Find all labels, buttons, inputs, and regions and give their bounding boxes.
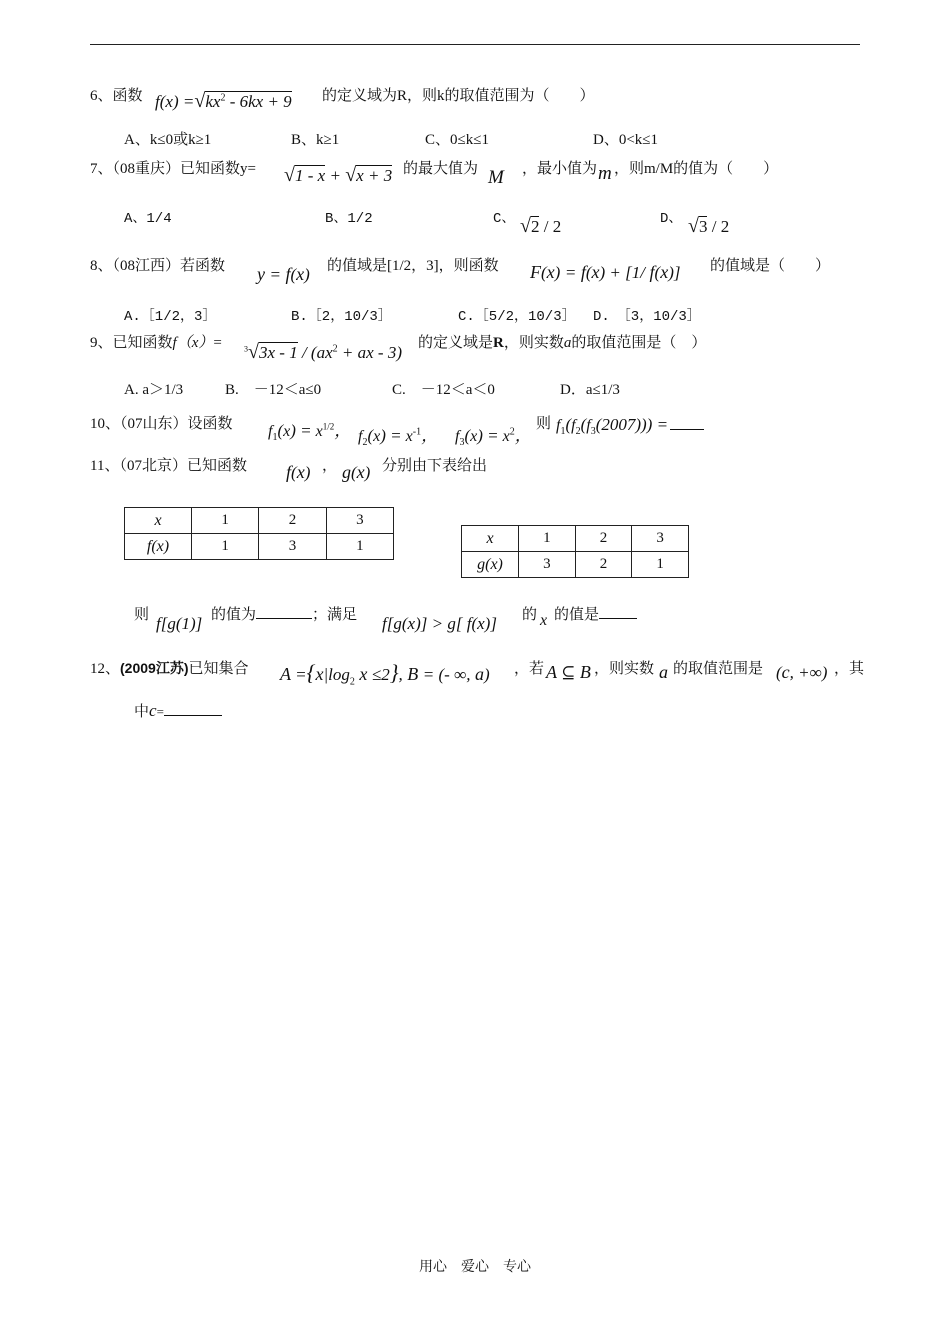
table-cell: 2 — [575, 552, 632, 578]
q8-suffix: 的值域是（ ） — [710, 258, 831, 274]
header-rule — [90, 44, 860, 45]
q6-number: 6、 — [90, 88, 113, 104]
q7-mid1: 的最大值为 — [403, 161, 479, 177]
q10-f2: $f_2(x) = x^{-1}$， — [358, 426, 439, 449]
q6-prefix: 函数 — [112, 88, 143, 104]
q8-number: 8、 — [90, 258, 113, 274]
q10-composite: $f_1(f_2(f_3(2007)))$ = — [556, 415, 704, 437]
q7-suffix: ，则m/M的值为（ ） — [614, 161, 779, 177]
q7-option-c: C、 — [493, 211, 516, 227]
q11-answer-2 — [554, 603, 637, 624]
q9-suffix — [418, 331, 706, 352]
q11-satisfy-text: ；满足 — [312, 607, 358, 623]
q10-f3: $f_3(x) = x^2$， — [455, 426, 532, 449]
q12-mid2: ，则实数 — [594, 661, 655, 677]
q7-mid2: ，最小值为 — [522, 161, 598, 177]
q9-option-a: A. a＞1/3 — [124, 382, 184, 398]
q9-expression: $^3√3x - 1 / (ax^2$ + ax - 3) — [244, 341, 402, 363]
q6-option-d: D、0<k≤1 — [593, 132, 659, 148]
q11-expression-1: f[g(1)] — [156, 614, 203, 633]
q8-prefix: （08江西）若函数 — [112, 258, 226, 274]
q6-option-b: B、k≥1 — [291, 132, 340, 148]
q12-number: 12、 — [90, 661, 121, 677]
q10-answer-blank[interactable] — [670, 415, 704, 430]
q11-variable-x: x — [540, 612, 548, 629]
q11-answer-1 — [211, 603, 357, 624]
q7-option-c-expression: √2 / 2 — [520, 215, 562, 237]
q7-prefix: （08重庆）已知函数y= — [112, 161, 256, 177]
q8-option-a: A.［1/2，3］ — [124, 309, 217, 325]
q10-then: 则 — [536, 416, 552, 432]
q9-prefix: 已知函数 — [112, 335, 173, 351]
q7-expression: √1 - x + √x + 3 — [284, 164, 393, 186]
q7-line — [90, 157, 256, 178]
q11-then: 则 — [134, 607, 150, 623]
q12-subset: A ⊆ B — [546, 662, 591, 682]
q10-prefix: （07山东）设函数 — [120, 416, 233, 432]
q11-table-f-row-fx — [125, 534, 394, 560]
q12-line-2 — [134, 700, 222, 721]
q11-function-g: g(x) — [342, 462, 371, 482]
q10-line — [90, 412, 233, 433]
table-cell: 3 — [519, 552, 576, 578]
q12-source: (2009江苏) — [120, 660, 189, 676]
q11-function-f: f(x) — [286, 462, 311, 482]
table-cell: 3 — [632, 526, 689, 552]
q11-prefix: （07北京）已知函数 — [119, 458, 247, 474]
q8-option-b: B.［2，10/3］ — [291, 309, 392, 325]
q9-suffix-b: ，则实数 — [503, 335, 564, 351]
q7-min-symbol: m — [598, 163, 612, 184]
q8-mid: 的值域是[1/2，3]，则函数 — [327, 258, 499, 274]
q12-suffix: ，其 — [834, 661, 865, 677]
q9-option-c: C. －12＜a＜0 — [392, 382, 495, 398]
q9-option-d: D．a≤1/3 — [560, 382, 620, 398]
q11-line — [90, 454, 247, 475]
q9-suffix-c: 的取值范围是（ ） — [571, 335, 707, 351]
page-footer: 用心 爱心 专心 — [419, 1260, 531, 1275]
q12-line — [90, 657, 249, 678]
table-cell: x — [125, 508, 192, 534]
q9-equals: = — [213, 335, 222, 351]
q6-expression: $f(x) =√kx^2 - 6kx + 9$ — [155, 90, 292, 112]
q12-set-a: $A =\{x|\log_2$ x ≤2}, B = (- ∞, a) — [280, 660, 490, 688]
q11-table-f-row-x — [125, 508, 394, 534]
q9-line — [90, 331, 222, 352]
q9-option-b: B. －12＜a≤0 — [225, 382, 322, 398]
q11-table-g — [461, 525, 689, 578]
table-cell: 1 — [326, 534, 393, 560]
q11-expression-2: f[g(x)] > g[ f(x)] — [382, 614, 497, 633]
table-cell: 1 — [519, 526, 576, 552]
q12-line2-text: 中 — [134, 704, 150, 720]
table-cell: 2 — [259, 508, 326, 534]
q8-expression-2: F(x) = f(x) + [1/ f(x)] — [530, 262, 681, 282]
q7-option-d-expression: √3 / 2 — [688, 215, 730, 237]
q8-expression-1: y = f(x) — [257, 264, 310, 284]
q11-value-text: 的值为 — [211, 607, 257, 623]
q11-comma: ， — [322, 458, 338, 474]
q8-option-d: D. ［3，10/3］ — [593, 309, 701, 325]
q12-mid1: ，若 — [514, 661, 545, 677]
q11-table-g-row-x — [462, 526, 689, 552]
q6-suffix: 的定义域为R，则k的取值范围为（ ） — [322, 88, 595, 104]
q6-line — [90, 84, 143, 105]
table-cell: 1 — [192, 508, 259, 534]
q7-option-d: D、 — [660, 211, 683, 227]
q8-option-c: C.［5/2，10/3］ — [458, 309, 576, 325]
table-cell: 3 — [326, 508, 393, 534]
q7-option-b: B、1/2 — [325, 211, 373, 227]
q11-table-g-row-gx — [462, 552, 689, 578]
table-cell: f(x) — [125, 534, 192, 560]
q9-function: f（x） — [172, 335, 214, 351]
q10-number: 10、 — [90, 416, 121, 432]
q12-variable-c: c — [149, 701, 157, 720]
q9-number: 9、 — [90, 335, 113, 351]
q9-real-set: R — [493, 335, 504, 351]
q7-number: 7、 — [90, 161, 113, 177]
q12-answer-blank[interactable] — [164, 701, 222, 716]
q12-variable-a: a — [659, 662, 668, 682]
q7-max-symbol: M — [488, 167, 504, 188]
q12-mid3: 的取值范围是 — [673, 661, 764, 677]
table-cell: 1 — [632, 552, 689, 578]
q7-option-a: A、1/4 — [124, 211, 172, 227]
q11-value-is-text: 的值是 — [554, 607, 600, 623]
q11-table-f — [124, 507, 394, 560]
table-cell: x — [462, 526, 519, 552]
table-cell: 1 — [192, 534, 259, 560]
q10-f1: $f_1(x) = x^{1/2}$， — [268, 421, 352, 444]
q8-line — [90, 254, 225, 275]
q11-of: 的 — [522, 607, 538, 623]
q12-equals: = — [156, 704, 164, 719]
q9-suffix-a: 的定义域是 — [418, 335, 494, 351]
q11-suffix: 分别由下表给出 — [382, 458, 488, 474]
table-cell: 2 — [575, 526, 632, 552]
q12-prefix: 已知集合 — [188, 661, 249, 677]
q6-option-c: C、0≤k≤1 — [425, 132, 489, 148]
table-cell: 3 — [259, 534, 326, 560]
q12-range: (c, +∞) — [776, 662, 828, 682]
q6-option-a: A、k≤0或k≥1 — [124, 132, 212, 148]
q11-answer-blank-1[interactable] — [256, 604, 312, 619]
q11-number: 11、 — [90, 458, 120, 474]
q11-answer-blank-2[interactable] — [599, 604, 637, 619]
table-cell: g(x) — [462, 552, 519, 578]
q9-variable-a: a — [563, 335, 572, 351]
